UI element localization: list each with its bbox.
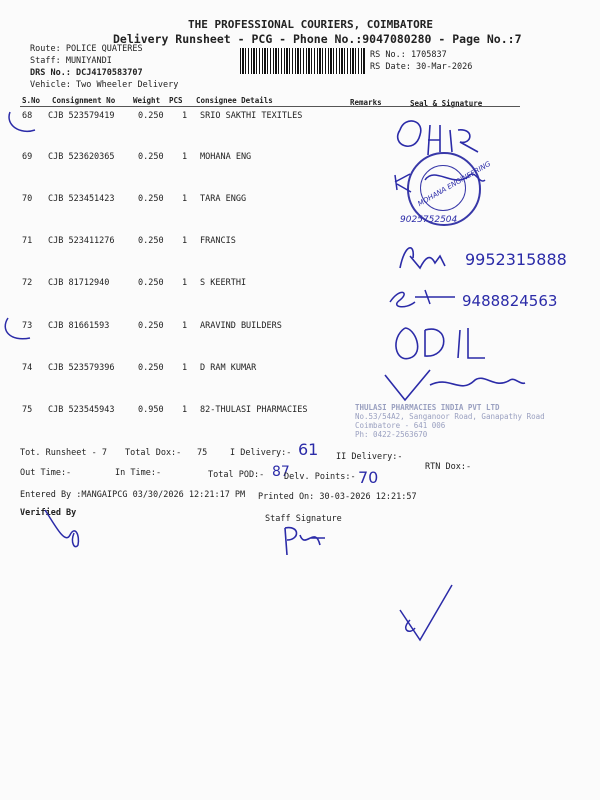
staff-signature-label: Staff Signature	[265, 514, 342, 524]
row-pcs: 1	[182, 236, 188, 246]
col-sno: S.No	[22, 96, 41, 105]
stamp-line: THULASI PHARMACIES INDIA PVT LTD	[355, 403, 500, 412]
row-consignment: CJB 81661593	[48, 321, 110, 331]
row-sno: 69	[22, 152, 33, 162]
rs-date: RS Date: 30-Mar-2026	[370, 62, 473, 72]
row-consignment: CJB 523579396	[48, 363, 115, 373]
row-sno: 68	[22, 111, 33, 121]
row-consignment: CJB 523579419	[48, 111, 115, 121]
header-rule	[20, 106, 520, 107]
delv-points-value: 70	[358, 468, 379, 487]
entered-by: Entered By :MANGAIPCG 03/30/2026 12:21:17 PM	[20, 490, 246, 500]
stamp-line: No.53/54A2, Sanganoor Road, Ganapathy Road	[355, 412, 545, 421]
row-consignee: ARAVIND BUILDERS	[200, 321, 282, 331]
col-weight: Weight	[133, 96, 161, 105]
verified-signature	[40, 505, 110, 550]
row-consignment: CJB 523545943	[48, 405, 115, 415]
row-sno: 73	[22, 321, 33, 331]
total-pod-value: 87	[272, 464, 290, 480]
handwritten-phone-3: 9025752504	[400, 215, 458, 225]
rtn-dox-label: RTN Dox:-	[425, 462, 472, 472]
handwritten-phone-2: 9488824563	[462, 292, 558, 310]
i-delivery-label: I Delivery:-	[230, 448, 292, 458]
row-consignment: CJB 81712940	[48, 278, 110, 288]
verified-by-label: Verified By	[20, 508, 77, 518]
row-pcs: 1	[182, 363, 188, 373]
row-consignee: S KEERTHI	[200, 278, 247, 288]
staff-signature	[275, 520, 335, 560]
stamp-line: Ph: 0422-2563670	[355, 430, 428, 439]
rs-number: RS No.: 1705837	[370, 50, 447, 60]
tot-runsheet: Tot. Runsheet - 7	[20, 448, 107, 458]
row-consignment: CJB 523451423	[48, 194, 115, 204]
in-time-label: In Time:-	[115, 468, 162, 478]
row-weight: 0.250	[138, 111, 164, 121]
row-consignee: TARA ENGG	[200, 194, 247, 204]
row-pcs: 1	[182, 152, 188, 162]
bottom-check-mark	[390, 580, 460, 650]
total-dox-label: Total Dox:-	[125, 448, 182, 458]
row-pcs: 1	[182, 321, 188, 331]
stamp-text: MOHANA ENGINEERING	[416, 159, 493, 209]
col-consignment: Consignment No	[52, 96, 116, 105]
row-pcs: 1	[182, 405, 188, 415]
total-dox-value: 75	[197, 448, 208, 458]
row-sno: 70	[22, 194, 33, 204]
row-pcs: 1	[182, 194, 188, 204]
company-title: THE PROFESSIONAL COURIERS, COIMBATORE	[188, 18, 434, 31]
signature-row-69	[385, 160, 505, 200]
ii-delivery-label: II Delivery:-	[336, 452, 403, 462]
row-weight: 0.250	[138, 236, 164, 246]
row-weight: 0.250	[138, 321, 164, 331]
row-weight: 0.250	[138, 152, 164, 162]
row-sno: 72	[22, 278, 33, 288]
out-time-label: Out Time:-	[20, 468, 72, 478]
row-weight: 0.950	[138, 405, 164, 415]
col-consignee: Consignee Details	[196, 96, 273, 105]
runsheet-title: Delivery Runsheet - PCG - Phone No.:9047080280 - Page No.:7	[113, 32, 522, 46]
stamp-line: Coimbatore - 641 006	[355, 421, 446, 430]
col-remarks: Remarks	[350, 98, 382, 107]
row-sno: 71	[22, 236, 33, 246]
row-consignee: FRANCIS	[200, 236, 236, 246]
row-consignee: SRIO SAKTHI TEXITLES	[200, 111, 303, 121]
total-pod-label: Total POD:-	[208, 470, 265, 480]
tick-mark-icon	[0, 310, 40, 350]
row-consignee: MOHANA ENG	[200, 152, 252, 162]
row-pcs: 1	[182, 111, 188, 121]
signature-row-71	[395, 238, 465, 274]
row-pcs: 1	[182, 278, 188, 288]
signature-row-72	[385, 282, 465, 312]
row-sno: 74	[22, 363, 33, 373]
row-weight: 0.250	[138, 363, 164, 373]
route-label: Route: POLICE QUATERES	[30, 44, 143, 54]
vehicle-label: Vehicle: Two Wheeler Delivery	[30, 80, 179, 90]
tick-mark-icon	[5, 100, 45, 140]
row-consignment: CJB 523620365	[48, 152, 115, 162]
row-sno: 75	[22, 405, 33, 415]
staff-label: Staff: MUNIYANDI	[30, 56, 112, 66]
handwritten-phone-1: 9952315888	[465, 250, 567, 269]
i-delivery-value: 61	[298, 440, 319, 459]
col-pcs: PCS	[169, 96, 183, 105]
row-consignee: 82-THULASI PHARMACIES	[200, 405, 308, 415]
row-consignee: D RAM KUMAR	[200, 363, 257, 373]
signature-row-73	[390, 318, 490, 368]
drs-number: DRS No.: DCJ4170583707	[30, 68, 143, 78]
barcode	[240, 48, 365, 74]
row-weight: 0.250	[138, 194, 164, 204]
printed-on: Printed On: 30-03-2026 12:21:57	[258, 492, 417, 502]
col-seal-signature: Seal & Signature	[410, 99, 483, 108]
row-weight: 0.250	[138, 278, 164, 288]
row-consignment: CJB 523411276	[48, 236, 115, 246]
delv-points-label: Delv. Points:-	[284, 472, 356, 482]
